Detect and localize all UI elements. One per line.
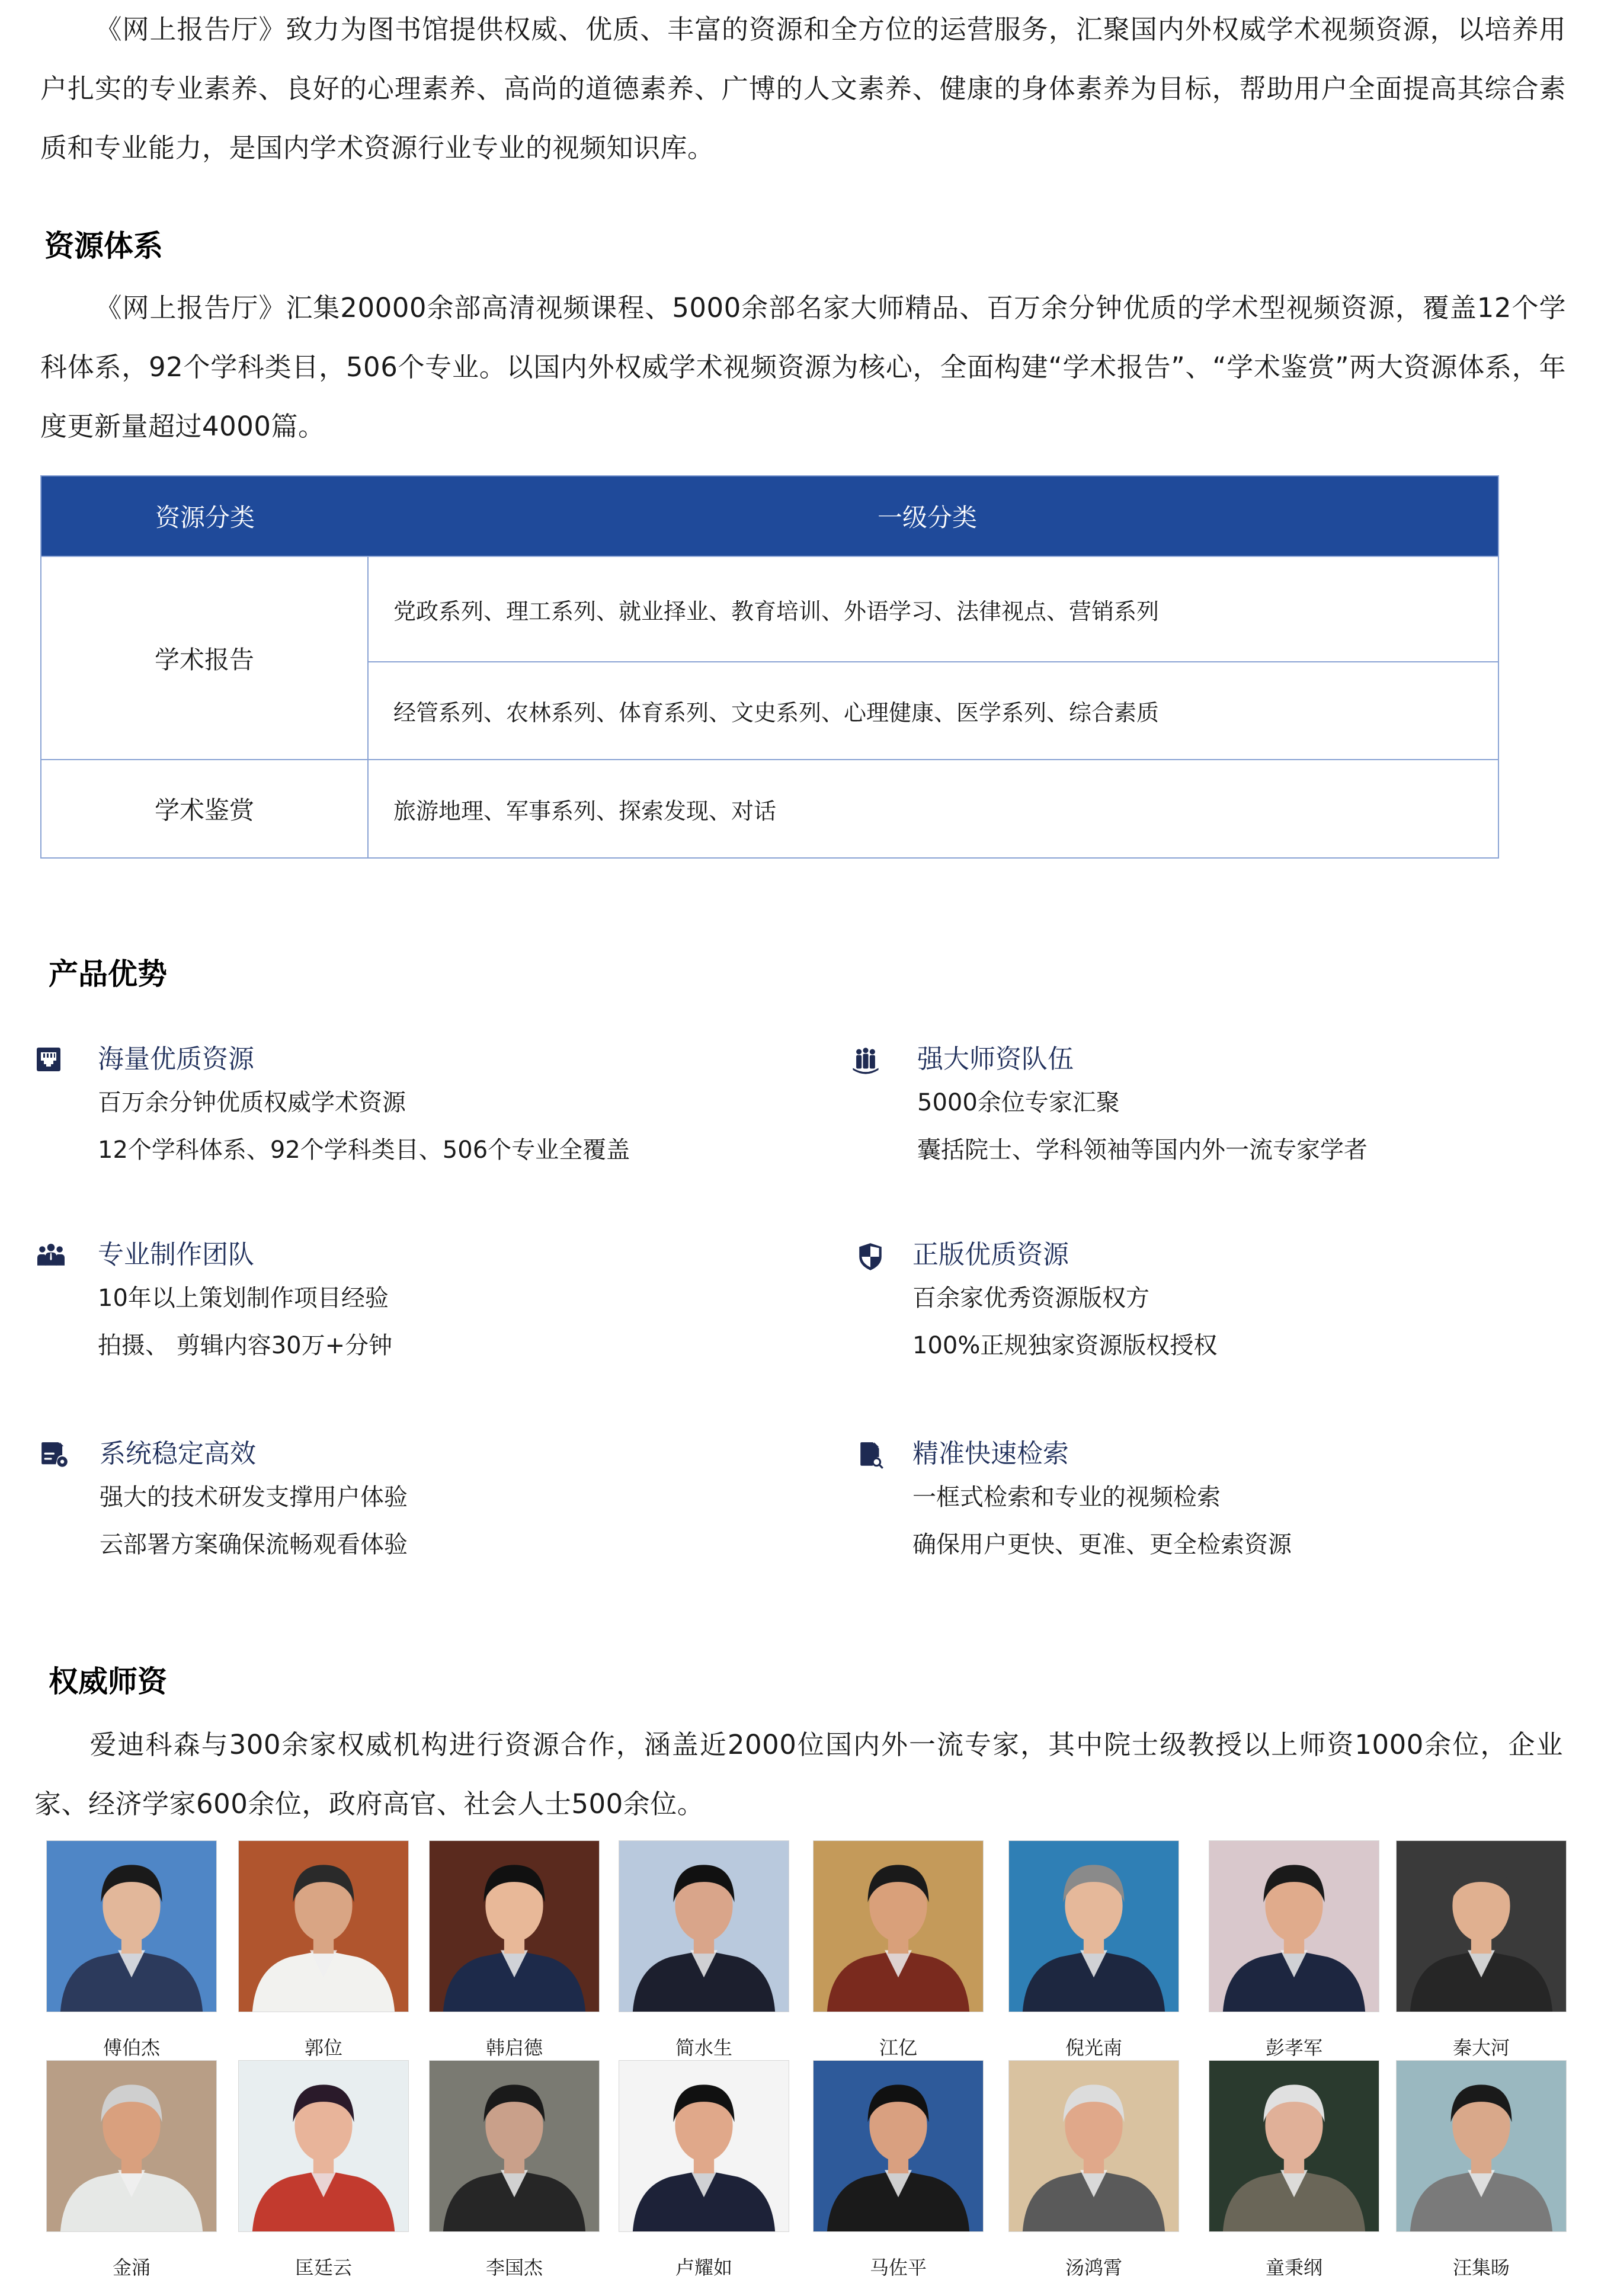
faculty-photo (619, 1840, 789, 2012)
ethernet-port-icon (36, 1046, 62, 1072)
faculty-card (1396, 2060, 1567, 2279)
faculty-photo (429, 2060, 600, 2232)
portrait-photo (814, 2061, 983, 2231)
table-row-group (41, 759, 1498, 857)
portrait-photo (1009, 2061, 1179, 2231)
portrait-photo (1397, 2061, 1566, 2231)
advantage-title: 强大师资队伍 (917, 1044, 1074, 1074)
portrait-photo (1209, 2061, 1379, 2231)
faculty-name: 郭位 (304, 2036, 342, 2059)
portrait-photo (430, 2061, 599, 2231)
faculty-photo (1008, 2060, 1179, 2232)
portrait-photo (619, 2061, 789, 2231)
portrait-photo (1009, 1841, 1179, 2012)
advantage-line: 囊括院士、学科领袖等国内外一流专家学者 (917, 1136, 1368, 1164)
table-category-cell: 学术报告 (41, 557, 369, 759)
faculty-name: 简水生 (675, 2036, 732, 2059)
faculty-card (1008, 2060, 1179, 2279)
faculty-name: 江亿 (879, 2036, 917, 2059)
resource-table (40, 475, 1499, 859)
portrait-photo (1209, 1841, 1379, 2012)
faculty-card (46, 1840, 217, 2059)
advantage-line: 百余家优秀资源版权方 (912, 1285, 1149, 1312)
faculty-photo (238, 1840, 409, 2012)
advantage-title: 系统稳定高效 (100, 1439, 256, 1469)
team-podium-icon (851, 1046, 880, 1076)
faculty-name: 金涌 (112, 2256, 150, 2279)
faculty-name: 傅伯杰 (103, 2036, 160, 2059)
faculty-name: 童秉纲 (1265, 2256, 1322, 2279)
faculty-name: 汪集旸 (1452, 2256, 1510, 2279)
faculty-photo (1209, 2060, 1379, 2232)
faculty-photo (1396, 2060, 1567, 2232)
table-header (41, 476, 1498, 556)
faculty-card (1008, 1840, 1179, 2059)
faculty-name: 匡廷云 (294, 2256, 352, 2279)
portrait-photo (430, 1841, 599, 2012)
portrait-photo (1397, 1841, 1566, 2012)
faculty-name: 秦大河 (1452, 2036, 1510, 2059)
faculty-photo (238, 2060, 409, 2232)
faculty-card (429, 1840, 600, 2059)
advantage-line: 12个学科体系、92个学科类目、506个专业全覆盖 (98, 1136, 630, 1164)
advantage-title: 海量优质资源 (98, 1044, 254, 1074)
advantage-title: 正版优质资源 (912, 1240, 1069, 1270)
faculty-name: 倪光南 (1065, 2036, 1122, 2059)
intro-text: 《网上报告厅》致力为图书馆提供权威、优质、丰富的资源和全方位的运营服务，汇聚国内外权威学术视频资源，以培养用户扎实的专业素养、良好的心理素养、高尚的道德素养、广博的人文素养、健康的身体素养为目标，帮助用户全面提高其综合素质和专业能力，是国内学术资源行业专业的视频知识库。 (40, 14, 1566, 164)
advantage-line: 拍摄、 剪辑内容30万+分钟 (98, 1332, 393, 1359)
faculty-paragraph (34, 1715, 1563, 1834)
advantage-line: 确保用户更快、更准、更全检索资源 (912, 1531, 1292, 1558)
section-heading-advantages: 产品优势 (49, 957, 167, 991)
section-heading-faculty: 权威师资 (49, 1664, 167, 1699)
table-row: 党政系列、理工系列、就业择业、教育培训、外语学习、法律视点、营销系列 (393, 598, 1160, 625)
faculty-card (1209, 1840, 1379, 2059)
faculty-card (813, 1840, 984, 2059)
table-row-group (41, 556, 1498, 759)
faculty-photo (1008, 1840, 1179, 2012)
faculty-photo (813, 2060, 984, 2232)
faculty-photo (1209, 1840, 1379, 2012)
faculty-card (1396, 1840, 1567, 2059)
document-search-icon (859, 1441, 884, 1469)
intro-paragraph (40, 0, 1566, 178)
advantage-line: 强大的技术研发支撑用户体验 (100, 1484, 408, 1511)
file-settings-icon (40, 1441, 69, 1469)
faculty-name: 汤鸿霄 (1065, 2256, 1122, 2279)
faculty-name: 马佐平 (869, 2256, 927, 2279)
faculty-card (1209, 2060, 1379, 2279)
faculty-card (619, 2060, 789, 2279)
table-header-category: 资源分类 (155, 503, 255, 532)
table-row: 旅游地理、军事系列、探索发现、对话 (393, 798, 777, 824)
advantage-line: 10年以上策划制作项目经验 (98, 1285, 389, 1312)
faculty-card (429, 2060, 600, 2279)
resources-text: 《网上报告厅》汇集20000余部高清视频课程、5000余部名家大师精品、百万余分钟优质的学术型视频资源，覆盖12个学科体系，92个学科类目，506个专业。以国内外权威学术视频资源为核心，全面构建“学术报告”、“学术鉴赏”两大资源体系，年度更新量超过4000篇。 (40, 292, 1566, 442)
advantage-line: 5000余位专家汇聚 (917, 1089, 1120, 1116)
faculty-photo (1396, 1840, 1567, 2012)
table-category-cell: 学术鉴赏 (41, 760, 369, 857)
faculty-name: 卢耀如 (675, 2256, 732, 2279)
faculty-photo (813, 1840, 984, 2012)
table-row: 经管系列、农林系列、体育系列、文史系列、心理健康、医学系列、综合素质 (369, 661, 1498, 759)
faculty-card (619, 1840, 789, 2059)
faculty-name: 彭孝军 (1265, 2036, 1322, 2059)
advantage-title: 精准快速检索 (912, 1439, 1069, 1469)
faculty-card (238, 2060, 409, 2279)
portrait-photo (239, 2061, 408, 2231)
portrait-photo (47, 1841, 216, 2012)
faculty-card (813, 2060, 984, 2279)
advantage-line: 云部署方案确保流畅观看体验 (100, 1531, 408, 1558)
faculty-card (238, 1840, 409, 2059)
faculty-name: 韩启德 (485, 2036, 543, 2059)
resources-paragraph (40, 278, 1566, 456)
advantage-line: 一框式检索和专业的视频检索 (912, 1484, 1221, 1511)
table-header-primary: 一级分类 (877, 503, 977, 532)
faculty-photo (46, 1840, 217, 2012)
faculty-name: 李国杰 (485, 2256, 543, 2279)
faculty-photo (619, 2060, 789, 2232)
faculty-photo (429, 1840, 600, 2012)
faculty-photo (46, 2060, 217, 2232)
advantage-line: 百万余分钟优质权威学术资源 (98, 1089, 406, 1116)
faculty-text: 爱迪科森与300余家权威机构进行资源合作，涵盖近2000位国内外一流专家，其中院士级教授以上师资1000余位，企业家、经济学家600余位，政府高官、社会人士500余位。 (34, 1729, 1563, 1820)
portrait-photo (47, 2061, 216, 2231)
faculty-card (46, 2060, 217, 2279)
portrait-photo (239, 1841, 408, 2012)
shield-icon (858, 1242, 883, 1272)
group-users-icon (36, 1242, 66, 1269)
section-heading-resources: 资源体系 (44, 229, 163, 263)
portrait-photo (619, 1841, 789, 2012)
advantage-title: 专业制作团队 (98, 1240, 254, 1270)
advantage-line: 100%正规独家资源版权授权 (912, 1332, 1218, 1359)
portrait-photo (814, 1841, 983, 2012)
